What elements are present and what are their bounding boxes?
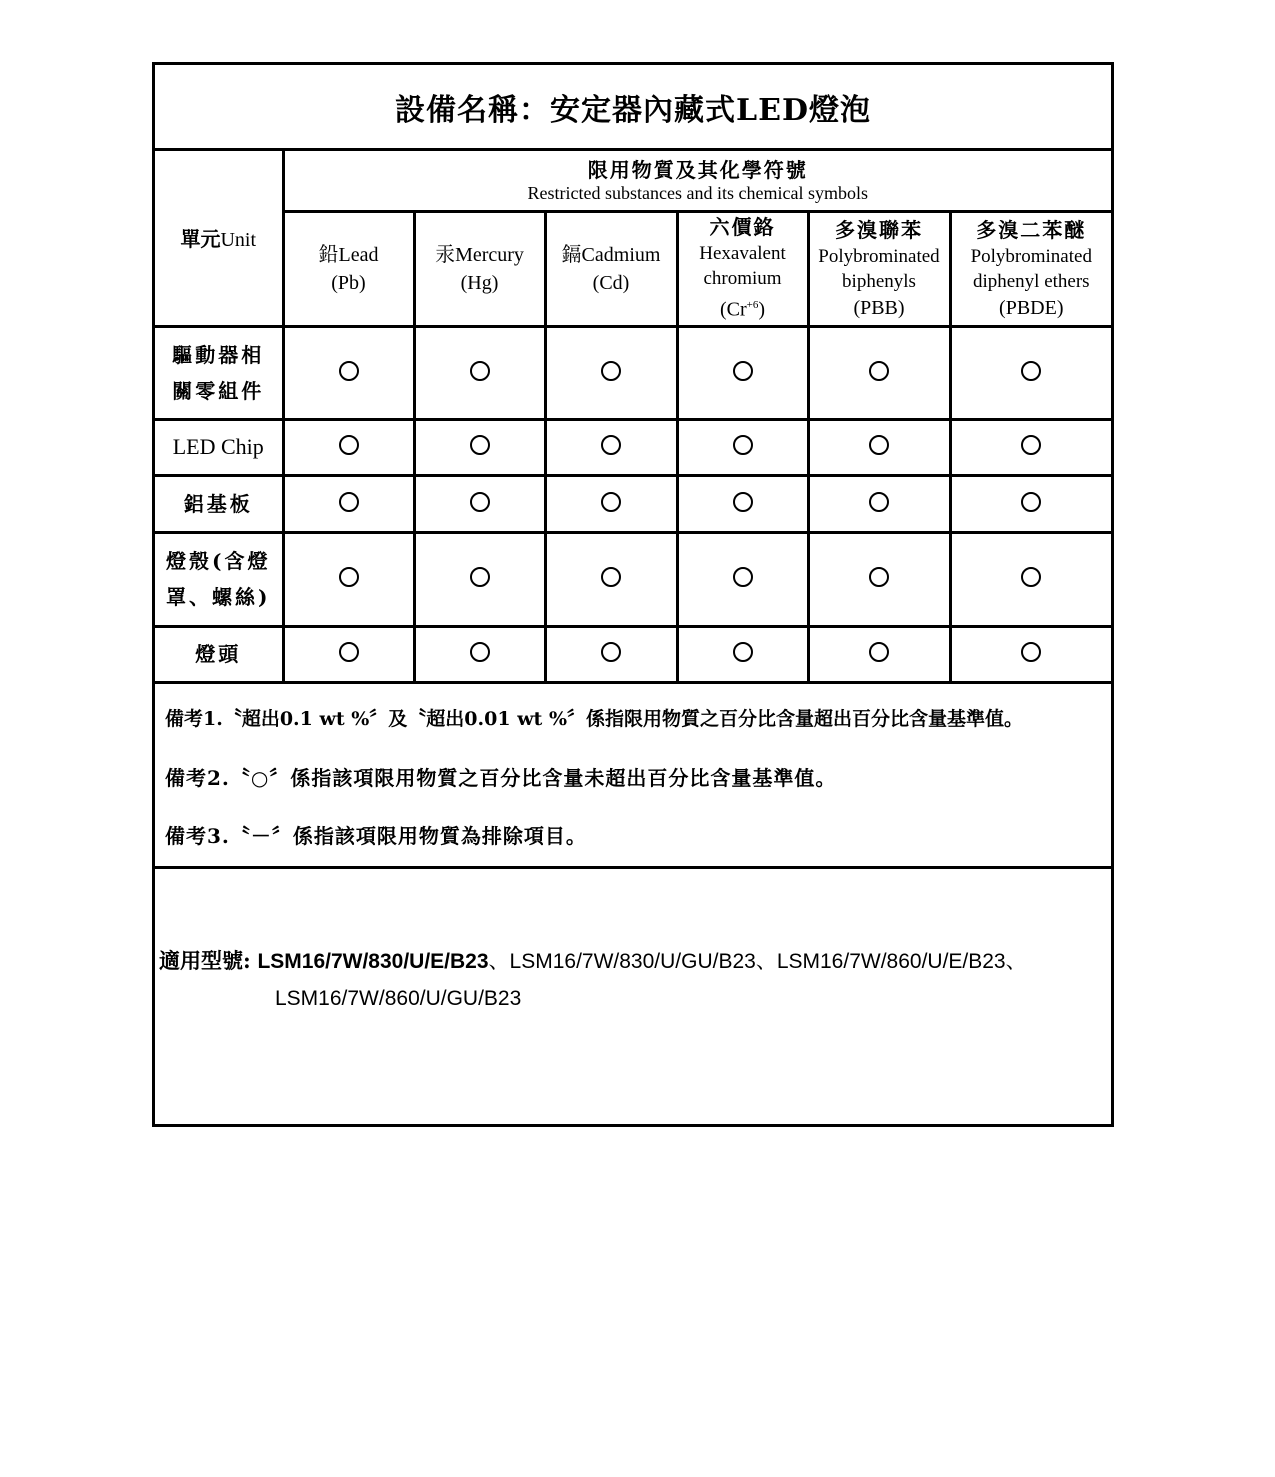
circle-mark-icon — [1021, 492, 1041, 512]
substance-en: Mercury — [455, 244, 524, 266]
remark-3: 備考3.〝－〞係指該項限用物質為排除項目。 — [165, 824, 587, 848]
row-label-lamp-base: 燈頭 — [155, 626, 283, 682]
row-label-driver-components — [155, 326, 283, 419]
substance-en-line1: Polybrominated — [970, 245, 1092, 267]
circle-mark-icon — [601, 361, 621, 381]
substance-header-cadmium — [545, 211, 677, 326]
circle-mark-icon — [470, 567, 490, 587]
value-cell — [808, 626, 950, 682]
row-label-led-chip: LED Chip — [155, 419, 283, 475]
circle-mark-icon — [470, 492, 490, 512]
circle-mark-icon — [1021, 361, 1041, 381]
substance-header-mercury — [414, 211, 545, 326]
circle-mark-icon — [733, 361, 753, 381]
restricted-substances-header-en: Restricted substances and its chemical symbols — [527, 183, 868, 204]
value-cell — [545, 532, 677, 626]
substance-zh: 鎘 — [561, 242, 582, 266]
substance-en-line2: biphenyls — [842, 270, 916, 292]
table-row — [155, 419, 1111, 475]
row-label-line2: 罩、螺絲) — [166, 585, 271, 609]
row-label-lamp-housing — [155, 532, 283, 626]
substance-header-pbde — [950, 211, 1111, 326]
model-number: LSM16/7W/830/U/E/B23 — [257, 950, 489, 973]
circle-mark-icon — [869, 361, 889, 381]
value-cell — [808, 475, 950, 532]
circle-mark-icon — [339, 361, 359, 381]
remarks-section — [155, 682, 1111, 869]
value-cell — [677, 326, 808, 419]
remark-1: 備考1.〝超出0.1 wt %〞及〝超出0.01 wt %〞係指限用物質之百分比含量超出百分比含量基準值。 — [165, 708, 1023, 730]
value-cell — [950, 419, 1111, 475]
value-cell — [414, 326, 545, 419]
substance-symbol: (PBB) — [853, 296, 905, 319]
row-label-line1: 驅動器相 — [172, 342, 265, 367]
value-cell — [808, 419, 950, 475]
restricted-substances-table — [155, 151, 1111, 684]
substance-symbol-base: (Cr — [719, 298, 747, 321]
value-cell — [950, 475, 1111, 532]
value-cell — [808, 532, 950, 626]
value-cell — [677, 532, 808, 626]
model-number: LSM16/7W/860/U/E/B23 — [776, 950, 1006, 973]
value-cell — [283, 626, 414, 682]
circle-mark-icon — [601, 642, 621, 662]
circle-mark-icon — [1021, 435, 1041, 455]
value-cell — [677, 626, 808, 682]
substance-symbol: (PBDE) — [999, 296, 1064, 319]
value-cell — [414, 475, 545, 532]
circle-mark-icon — [601, 492, 621, 512]
rohs-declaration-document — [152, 62, 1114, 1127]
model-number: LSM16/7W/860/U/GU/B23 — [275, 987, 522, 1010]
circle-mark-icon — [1021, 567, 1041, 587]
substance-header-hexavalent-chromium — [677, 211, 808, 326]
unit-header — [155, 151, 283, 326]
circle-mark-icon — [601, 567, 621, 587]
document-title: 設備名稱：安定器內藏式LED燈泡 — [155, 65, 1111, 151]
substance-zh: 多溴二苯醚 — [976, 217, 1087, 242]
value-cell — [545, 419, 677, 475]
circle-mark-icon — [339, 642, 359, 662]
substance-en-line2: chromium — [703, 268, 782, 290]
models-label: 適用型號: — [159, 948, 251, 973]
substance-zh: 多溴聯苯 — [835, 217, 923, 242]
value-cell — [545, 326, 677, 419]
value-cell — [414, 532, 545, 626]
row-label-aluminum-substrate: 鋁基板 — [155, 475, 283, 532]
value-cell — [283, 326, 414, 419]
circle-mark-icon — [339, 492, 359, 512]
value-cell — [545, 626, 677, 682]
circle-mark-icon — [869, 567, 889, 587]
substance-en-line1: Hexavalent — [699, 243, 786, 265]
circle-mark-icon — [733, 642, 753, 662]
substance-symbol — [679, 291, 807, 324]
value-cell — [677, 419, 808, 475]
unit-header-zh: 單元 — [180, 227, 221, 252]
value-cell — [677, 475, 808, 532]
model-number: LSM16/7W/830/U/GU/B23 — [509, 950, 756, 973]
value-cell — [950, 326, 1111, 419]
circle-mark-icon — [470, 435, 490, 455]
circle-mark-icon — [470, 642, 490, 662]
value-cell — [283, 475, 414, 532]
circle-mark-icon — [1021, 642, 1041, 662]
circle-mark-icon — [601, 435, 621, 455]
value-cell — [808, 326, 950, 419]
circle-mark-icon — [869, 492, 889, 512]
substance-zh: 六價鉻 — [709, 215, 776, 240]
circle-mark-icon — [339, 435, 359, 455]
remark-2: 備考2.〝○〞係指該項限用物質之百分比含量未超出百分比含量基準值。 — [165, 766, 837, 790]
substance-zh: 鉛 — [318, 242, 339, 266]
circle-mark-icon — [733, 492, 753, 512]
applicable-models — [159, 945, 1109, 1010]
substance-symbol: (Pb) — [331, 272, 366, 294]
separator: 、 — [1005, 950, 1027, 973]
value-cell — [414, 419, 545, 475]
substance-symbol-end: ) — [758, 298, 766, 321]
circle-mark-icon — [733, 435, 753, 455]
restricted-substances-header — [283, 151, 1111, 211]
circle-mark-icon — [869, 435, 889, 455]
separator: 、 — [488, 950, 510, 973]
circle-mark-icon — [470, 361, 490, 381]
substance-symbol: (Cd) — [592, 272, 630, 294]
substance-en-line2: diphenyl ethers — [972, 270, 1090, 292]
substance-zh: 汞 — [435, 242, 456, 266]
circle-mark-icon — [339, 567, 359, 587]
value-cell — [950, 532, 1111, 626]
table-row — [155, 326, 1111, 419]
circle-mark-icon — [733, 567, 753, 587]
table-row — [155, 532, 1111, 626]
value-cell — [414, 626, 545, 682]
substance-en: Lead — [338, 244, 379, 266]
row-label-line2: 關零組件 — [172, 378, 265, 403]
value-cell — [283, 532, 414, 626]
circle-mark-icon — [869, 642, 889, 662]
value-cell — [950, 626, 1111, 682]
table-row — [155, 626, 1111, 682]
substance-en-line1: Polybrominated — [818, 245, 940, 267]
value-cell — [283, 419, 414, 475]
value-cell — [545, 475, 677, 532]
substance-symbol: (Hg) — [460, 272, 499, 294]
unit-header-en: Unit — [220, 229, 257, 252]
restricted-substances-header-zh: 限用物質及其化學符號 — [587, 158, 808, 183]
row-label-line1: 燈殼(含燈 — [166, 549, 271, 573]
substance-header-pbb — [808, 211, 950, 326]
substance-en: Cadmium — [581, 244, 661, 266]
substance-header-lead — [283, 211, 414, 326]
separator: 、 — [755, 950, 777, 973]
substance-symbol-sup: +6 — [746, 299, 759, 312]
table-row — [155, 475, 1111, 532]
